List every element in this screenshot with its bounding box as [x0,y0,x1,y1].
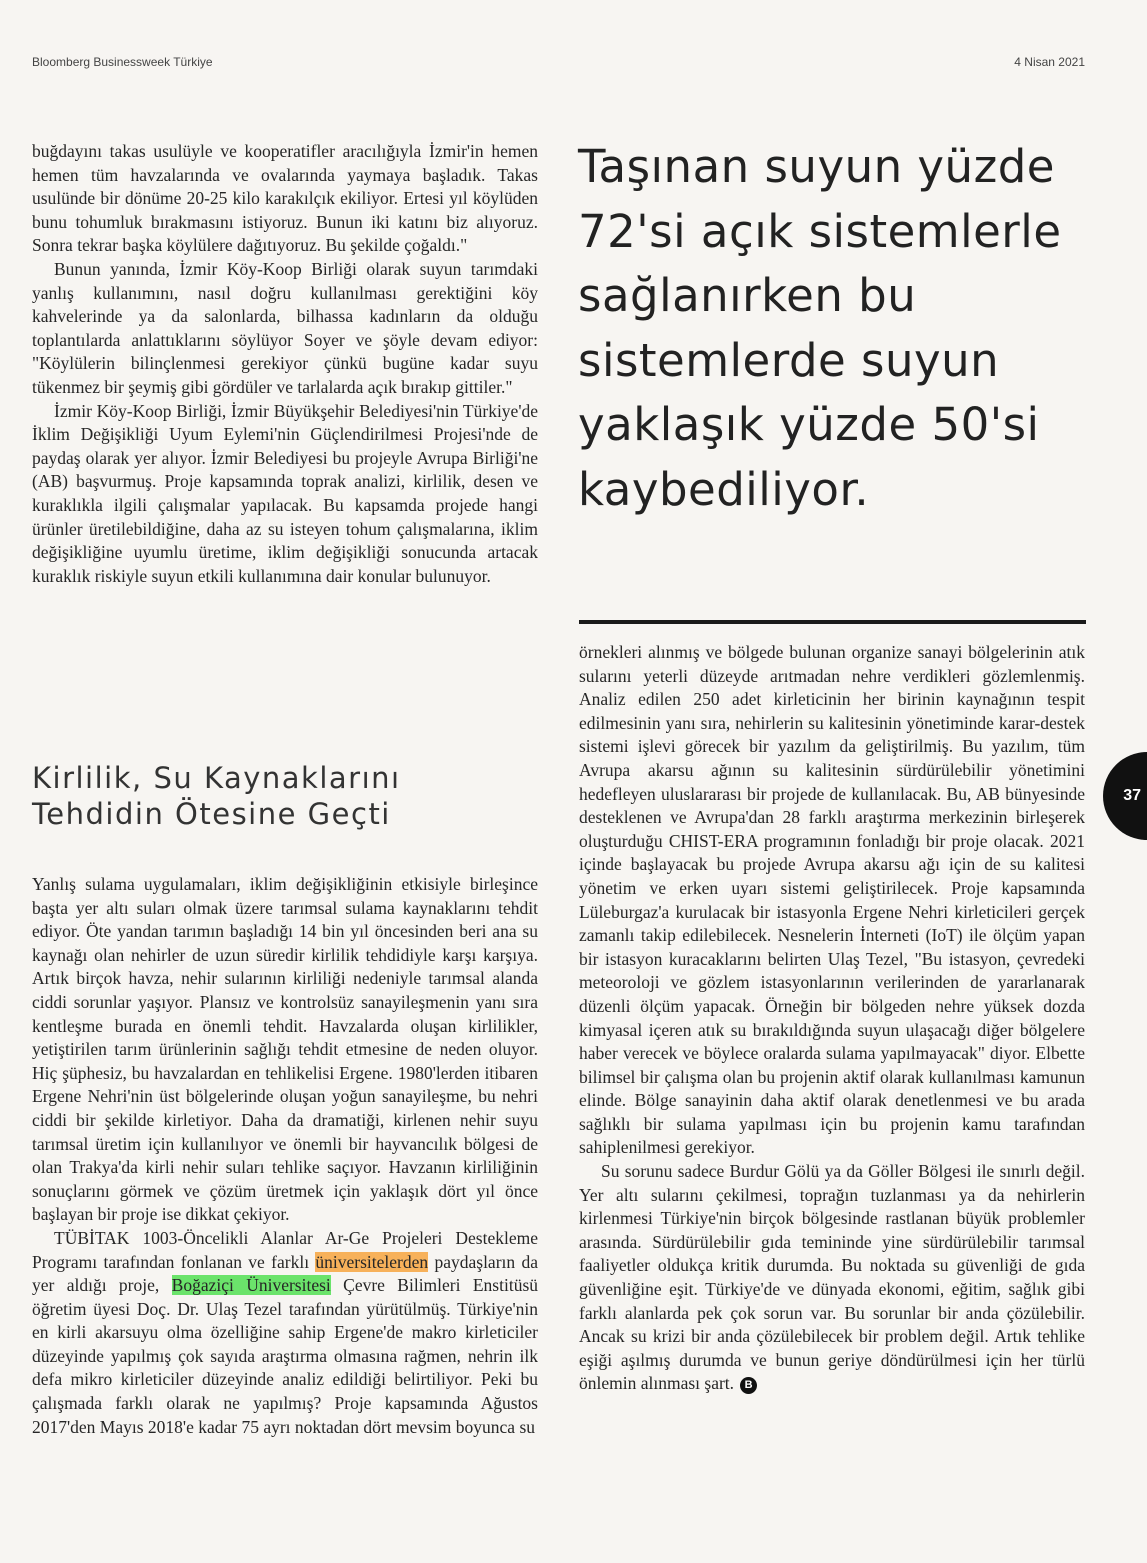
subheading-line-2: Tehdidin Ötesine Geçti [32,797,391,831]
paragraph [579,1160,1085,1396]
issue-date: 4 Nisan 2021 [1014,55,1085,69]
paragraph: Bunun yanında, İzmir Köy-Koop Birliği olarak suyun tarımdaki yanlış kullanımını, nasıl doğru kullanılması gerektiğini köy kahvelerinde ya da salonlarda, bilhassa kadınların da olduğu toplantılarda anlattıklarını söylüyor Soyer ve şöyle devam ediyor: "Köylülerin bilinçlenmesi gerekiyor çünkü bugüne kadar suyu tükenmez bir şeymiş gibi gördüler ve tarlalarda açık bırakıp gittiler." [32,258,538,397]
publication-name: Bloomberg Businessweek Türkiye [32,55,213,69]
page-number-tab [1103,752,1147,840]
text-span: Çevre Bilimleri Enstitüsü öğretim üyesi Doç. Dr. Ulaş Tezel tarafından yürütülmüş. Türkiye'nin en kirli akarsuyu olma özelliğine sahip Ergene'de makro kirleticiler düzeyinde yapılmış çok sayıda araştırma olmasına rağmen, nehrin ilk defa mikro kirleticiler düzeyinde analiz edildiği belirtiliyor. Peki bu çalışmada farklı olarak ne yapılmış? Proje kapsamında Ağustos 2017'den Mayıs 2018'e kadar 75 ayrı noktadan dört mevsim boyunca su [32,1275,539,1437]
paragraph [32,1227,538,1439]
highlight-bogazici-university: Boğaziçi Üniversitesi [171,1275,331,1296]
left-column-bottom [32,873,538,1439]
section-subheading [32,760,538,832]
paragraph: örnekleri alınmış ve bölgede bulunan organize sanayi bölgelerinin atık sularını yeterli düzeyde arıtmadan nehre verdikleri gözlemlenmiş. Analiz edilen 250 adet kirleticinin her birinin kaynağının tespit edilmesinin yanı sıra, nehirlerin su kalitesinin yönetiminde karar-destek sistemi işlevi görecek bir yazılım da geliştirilmiş. Bu yazılım, tüm Avrupa akarsu ağının su kalitesinin sürdürülebilir yönetimini hedefleyen uluslararası bir projede de kullanılacak. Bu, AB bünyesinde desteklenen ve Avrupa'dan 28 farklı araştırma merkezinin birleşerek oluşturduğu CHIST-ERA programının fonladığı bir proje olacak. 2021 içinde başlayacak bu projede Avrupa akarsu ağı için de su kalitesi yönetim ve erken uyarı sistemi geliştirilecek. Proje kapsamında Lüleburgaz'a kurulacak bir istasyonla Ergene Nehri kirleticileri gerçek zamanlı takip edilebilecek. Nesnelerin İnterneti (IoT) ile ölçüm yapan bir istasyon kuracaklarını belirten Ulaş Tezel, "Bu istasyon, çevredeki meteoroloji ve gözlem istasyonlarının verilerinden de yararlanarak düzenli ölçüm yapacak. Örneğin bir bölgeden nehre yüksek dozda kimyasal içeren atık su bırakıldığında suyun ulaşacağı diğer bölgelere haber verecek ve böylece oralarda sulama yapılmayacak" diyor. Elbette bilimsel bir çalışma olan bu projenin aktif olarak kullanılması kamunun elinde. Bölge sanayinin daha aktif olarak denetlenmesi ve bu arada sağlıklı bir sulama yapılması için bu projenin kamu tarafından sahiplenilmesi gerekiyor. [579,642,1085,1158]
right-column [579,641,1085,1396]
text-span: Su sorunu sadece Burdur Gölü ya da Göller Bölgesi ile sınırlı değil. Yer altı sularını çekilmesi, toprağın tuzlanması ya da nehirlerin kirlenmesi Türkiye'nin birçok bölgesinde rastlanan büyük problemler arasında. Sürdürülebilir gıda temininde yine sürdürülebilir tarımsal faaliyetler oldukça kritik durumda. Bu noktada su güvenliği de gıda güvenliğine eşit. Türkiye'de ve dünyada ekonomi, eğitim, sağlık gibi farklı alanlarda pek çok sorun var. Bu sorunlar bir anda çözülebilir. Ancak su krizi bir anda çözülebilecek bir problem değil. Artık tehlike eşiği aşılmış durumda ve bunun geriye döndürülmesi için her türlü önlemin alınması şart. [579,1161,1085,1394]
paragraph: buğdayını takas usulüyle ve kooperatifler aracılığıyla İzmir'in hemen hemen tüm havzalarında ve ovalarında yaymaya başladık. Takas usulünde bir dönüme 20-25 kilo karakılçık ekiliyor. Ertesi yıl köylüden bunu tohumluk bırakmasını istiyoruz. Bunun iki katını biz alıyoruz. Sonra tekrar başka köylülere dağıtıyoruz. Bu şekilde çoğaldı." [32,141,538,256]
paragraph: Yanlış sulama uygulamaları, iklim değişikliğinin etkisiyle birleşince başta yer altı suları olmak üzere tarımsal sulama kaynaklarını tehdit ediyor. Öte yandan tarımın başladığı 14 bin yıl öncesinden beri ana su kaynağı olan nehirler de uzun süredir kirlilik tehdidiyle karşı karşıya. Artık birçok havza, nehir sularının kirliliği nedeniyle tarımsal alanda ciddi sorunlar yaşıyor. Plansız ve kontrolsüz sanayileşmenin yanı sıra kentleşme burada en önemli tehdit. Havzalarda oluşan kirlilikler, yetiştirilen tarım ürünlerinin sağlığı tehdit etmesine de neden oluyor. Hiç şüphesiz, bu havzalardan en tehlikelisi Ergene. 1980'lerden itibaren Ergene Nehri'nin üst bölgelerinde oluşan yoğun sanayileşme, bu nehri ciddi bir şekilde kirletiyor. Daha da dramatiği, kirlenen nehir suyu tarımsal üretim için kullanılıyor ve önemli bir hayvancılık bölgesi de olan Trakya'da kirli nehir suları tehlike saçıyor. Havzanın kirliliğinin sonuçlarını görmek ve çözüm üretmek için yaklaşık dört yıl önce başlayan bir proje ise dikkat çekiyor. [32,874,538,1225]
end-mark-icon: B [740,1377,757,1394]
page-number: 37 [1123,787,1141,804]
text-span: paydaşların da yer aldığı proje, [32,1251,539,1296]
pull-quote: Taşınan suyun yüzde 72'si açık sistemlerle sağlanırken bu sistemlerde suyun yaklaşık yüzde 50'si kaybediliyor. [578,140,1062,516]
text-span: TÜBİTAK 1003-Öncelikli Alanlar Ar-Ge Projeleri Destekleme Programı tarafından fonlanan ve farklı [32,1227,538,1272]
divider-rule [579,620,1086,624]
subheading-line-1: Kirlilik, Su Kaynaklarını [32,761,401,795]
left-column-top [32,140,538,588]
paragraph: İzmir Köy-Koop Birliği, İzmir Büyükşehir Belediyesi'nin Türkiye'de İklim Değişikliği Uyum Eylemi'nin Güçlendirilmesi Projesi'nde de paydaş olarak yer alıyor. İzmir Belediyesi bu projeyle Avrupa Birliği'ne (AB) başvurmuş. Proje kapsamında toprak analizi, kirlilik, desen ve kuraklıkla ilgili çalışmalar yapılacak. Bu kapsamda projede hangi ürünler üretilebildiğine, daha az su isteyen tohum çalışmalarına, iklim değişikliğine uyumlu üretime, iklim değişikliği sonucunda artacak kuraklık riskiyle suyun etkili kullanımına dair konular bulunuyor. [32,400,538,586]
highlight-universities: üniversitelerden [315,1251,429,1272]
